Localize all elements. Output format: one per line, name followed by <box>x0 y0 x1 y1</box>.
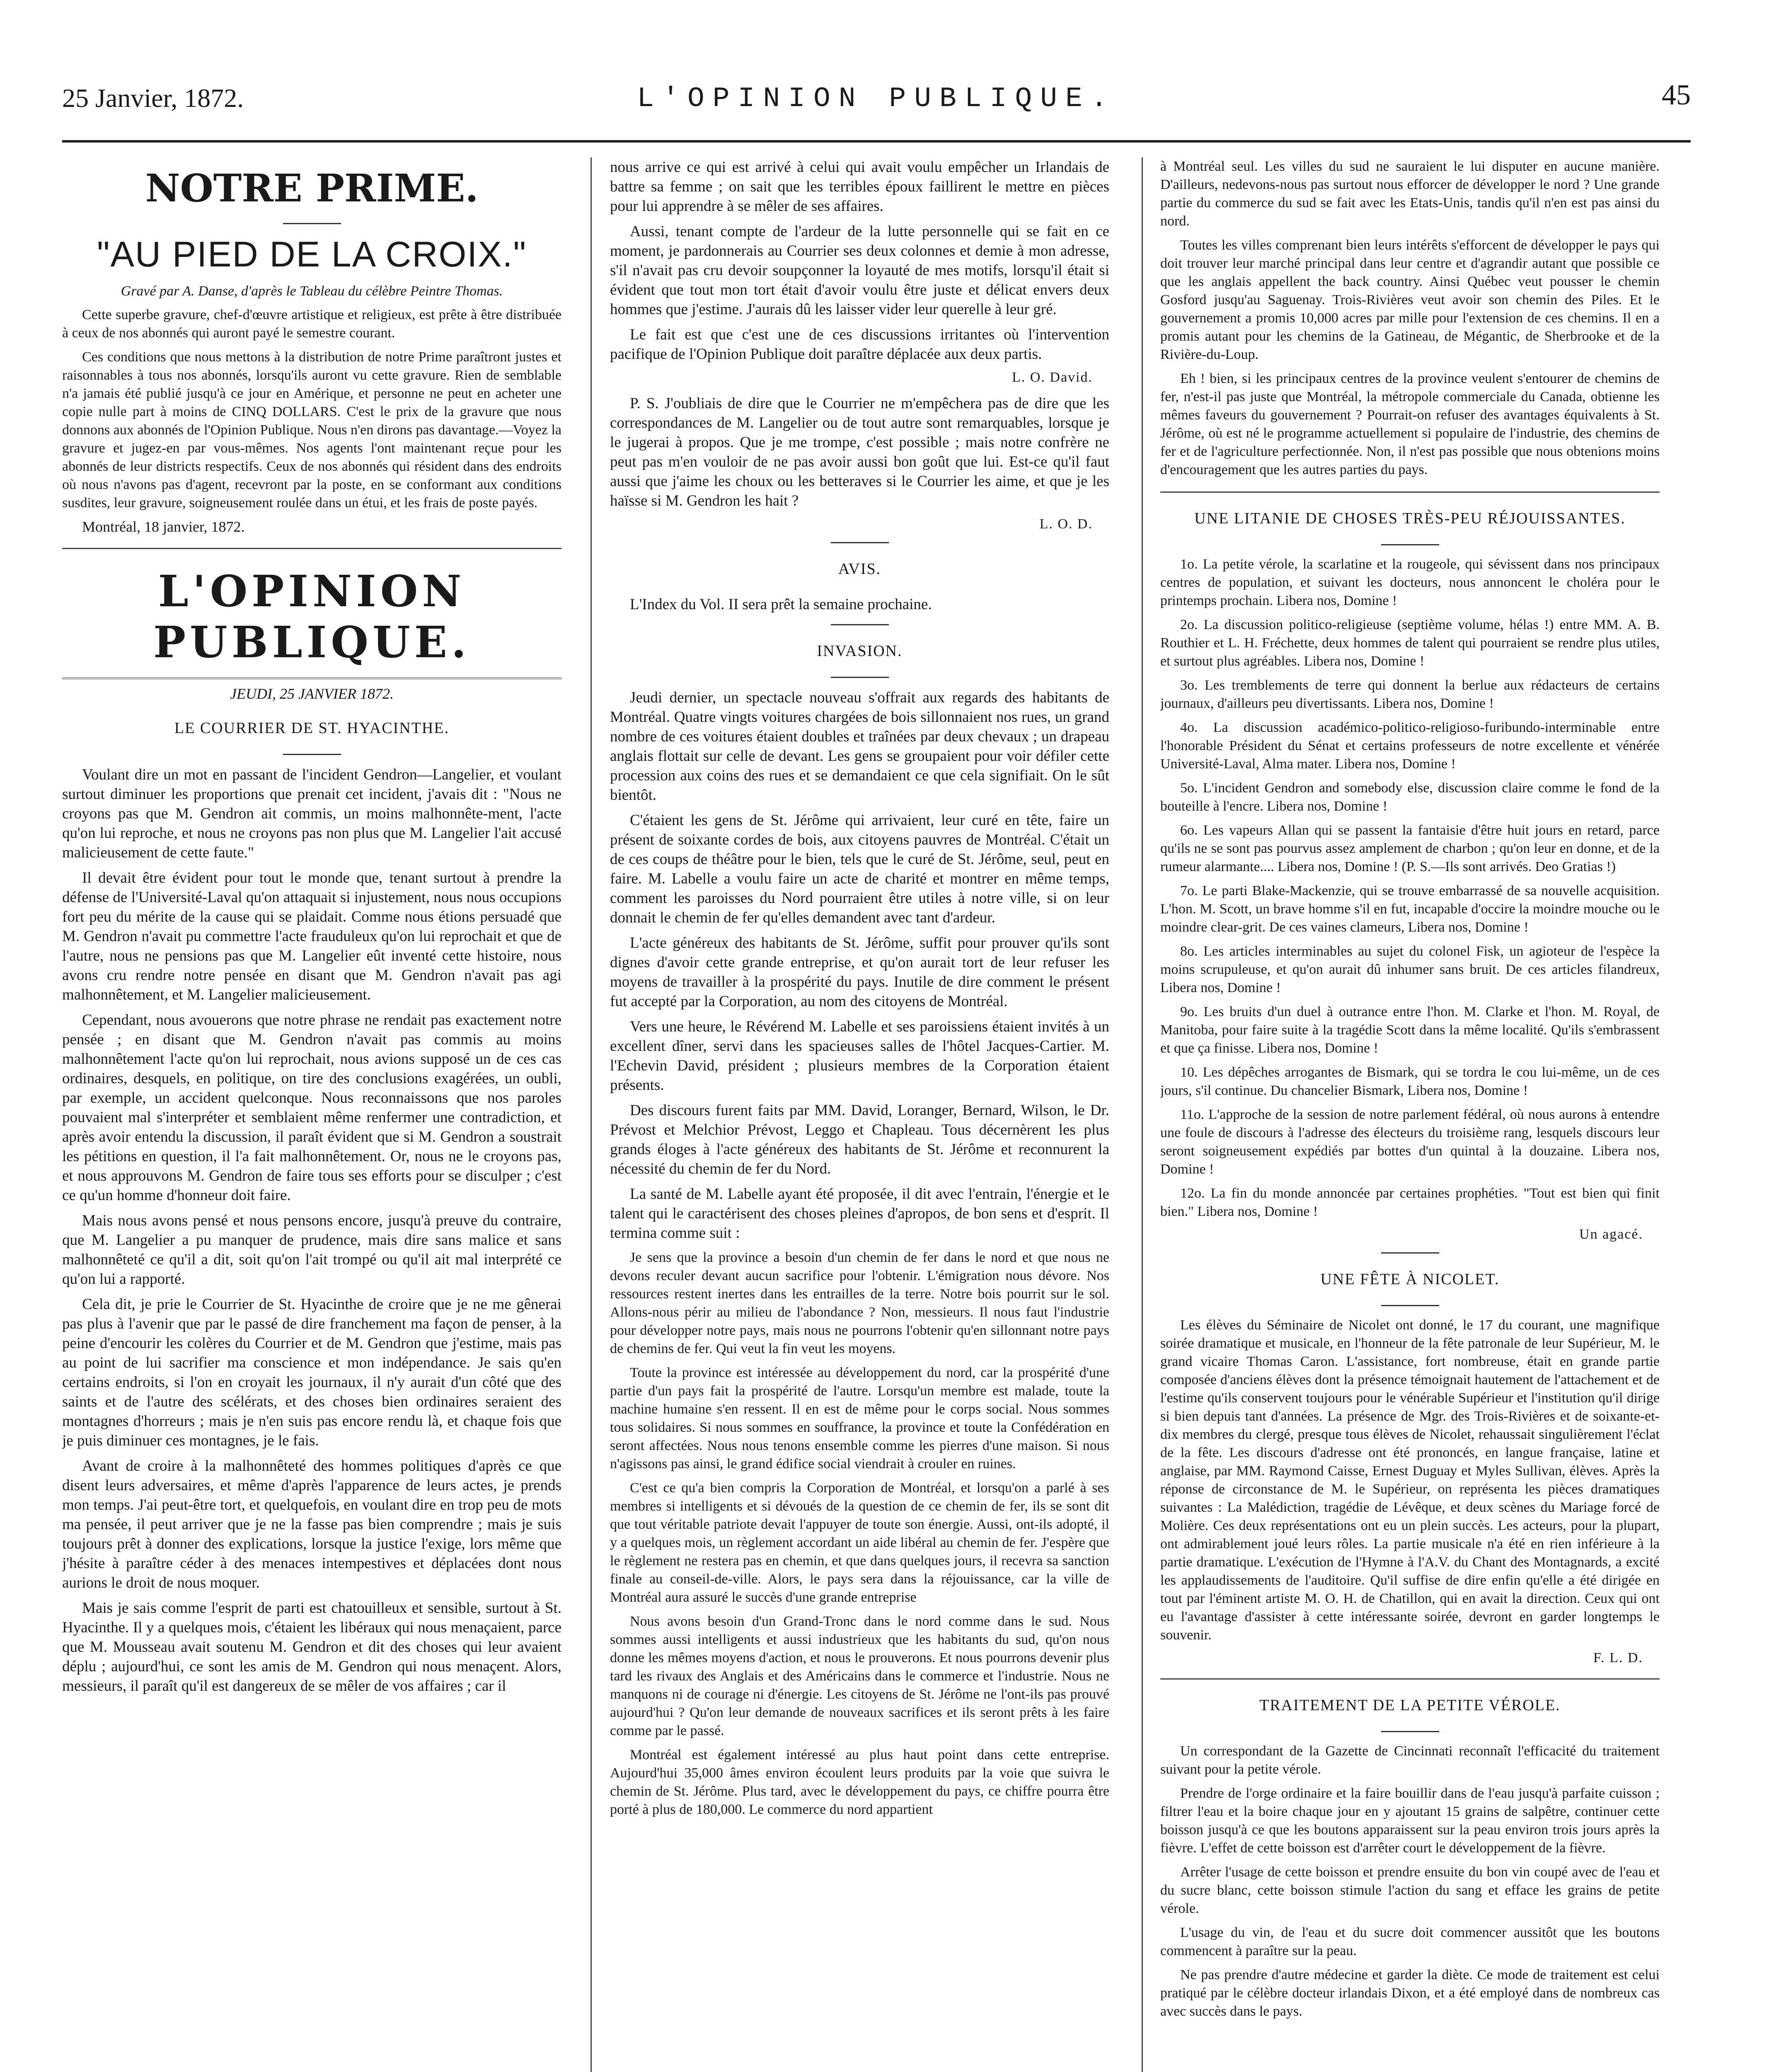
article-paragraph: Le fait est que c'est une de ces discussions irritantes où l'intervention pacifique de l'Opinion Publique doit paraître déplacée aux deux partis. <box>610 326 1109 363</box>
article-paragraph: Voulant dire un mot en passant de l'incident Gendron—Langelier, et voulant surtout diminuer les proportions que prenait cet incident, j'avais dit : "Nous ne croyons pas que M. Gendron ait commis, un moins malhonnête-ment, l'acte qu'on lui reproche, et nous ne croyons pas non plus que M. Langelier l'ait accusé malicieusement de cette faute." <box>62 766 561 861</box>
divider <box>1160 491 1660 493</box>
litanie-item: 10. Les dépêches arrogantes de Bismark, qui se tordra le cou lui-même, un de ces jours, s'il continue. Du chancelier Bismark, Libera nos, Domine ! <box>1160 1065 1660 1098</box>
variole-paragraph: Prendre de l'orge ordinaire et la faire bouillir dans de l'eau jusqu'à parfaite cuisson ; filtrer l'eau et la boire chaque jour en y ajoutant 15 grains de salpêtre, continuer cette boisson jusqu'à ce que les boutons apparaissent sur la peau environ trois jours après la fièvre. L'effet de cette boisson est d'arrêter court le développement de la fièvre. <box>1160 1786 1660 1856</box>
column-2 <box>610 157 1109 2072</box>
variole-paragraph: Ne pas prendre d'autre médecine et garder la diète. Ce mode de traitement est celui pratiqué par le célèbre docteur irlandais Dixon, et a été employé dans de nombreux cas avec succès dans le pays. <box>1160 1967 1660 2019</box>
invasion-paragraph: L'acte généreux des habitants de St. Jérôme, suffit pour prouver qu'ils sont dignes d'avoir cette grande entreprise, et qu'on aurait tort de leur refuser les moyens de travailler à la prospérité du pays. Inutile de dire comment le présent fut accepté par la Corporation, au nom des citoyens de Montréal. <box>610 934 1109 1010</box>
masthead: L'OPINION PUBLIQUE. <box>153 566 471 668</box>
avis-title: AVIS. <box>838 560 881 578</box>
speech-paragraph: Montréal est également intéressé au plus haut point dans cette entreprise. Aujourd'hui 35,000 âmes environ écoulent leurs produits par la voie que suivra le chemin de St. Jérôme. Plus tard, avec le développement du pays, ce chiffre pourra être porté à plus de 180,000. Le commerce du nord appartient <box>610 1747 1109 1817</box>
article-paragraph: Cela dit, je prie le Courrier de St. Hyacinthe de croire que je ne me gênerai pas plus à l'avenir que par le passé de dire franchement ma façon de penser, à la peine d'encourir les colères du Courrier et de M. Gendron que j'estime, mais pas au point de lui sacrifier ma conscience et mon indépendance. Je sais qu'en certains endroits, si l'on en croyait les journaux, il n'y aurait d'un côté que des saints et de l'autre des scélérats, et des choses bien ordinaires seraient des montagnes d'horreurs ; mais je n'en suis pas encore rendu là, et chaque fois que je puis diminuer ces montagnes, je le fais. <box>62 1296 561 1449</box>
article-paragraph: Aussi, tenant compte de l'ardeur de la lutte personnelle qui se fait en ce moment, je pardonnerais au Courrier ses deux colonnes et demie à mon adresse, s'il n'avait pas cru devoir soupçonner la loyauté de mes motifs, lorsqu'il était si évident que tout mon tort était d'avoir voulu être juste et délicat envers deux hommes que j'estime. J'aurais dû les laisser vider leur querelle à leur gré. <box>610 223 1109 318</box>
speech-paragraph: Toutes les villes comprenant bien leurs intérêts s'efforcent de développer le pays qui doit trouver leur marché principal dans leur centre et d'agrandir autant que possible ce que les anglais appellent the back country. Ainsi Québec veut pousser le chemin Gosford jusqu'au Saguenay. Trois-Rivières veut avoir son chemin des Piles. Et le gouvernement a promis 10,000 acres par mille pour l'extension de ces chemins. Il en a promis autant pour les chemins de la Gatineau, de Mégantic, de Sherbrooke et de la Rivière-du-Loup. <box>1160 237 1660 362</box>
divider <box>1381 544 1439 545</box>
invasion-title: INVASION. <box>817 642 903 660</box>
column-3 <box>1160 157 1660 2072</box>
article-title: LE COURRIER DE ST. HYACINTHE. <box>174 719 450 737</box>
article-paragraph: nous arrive ce qui est arrivé à celui qui avait voulu empêcher un Irlandais de battre sa femme ; on sait que les terribles époux faillirent le mettre en pièces pour lui apprendre à se mêler de ses affaires. <box>610 159 1109 215</box>
invasion-paragraph: La santé de M. Labelle ayant été proposée, il dit avec l'entrain, l'énergie et le talent qui le caractérisent des choses pleines d'apropos, de bon sens et d'esprit. Il termina comme suit : <box>610 1186 1109 1242</box>
divider <box>1381 1731 1439 1732</box>
speech-paragraph: Eh ! bien, si les principaux centres de la province veulent s'entourer de chemins de fer, n'est-il pas juste que Montréal, la métropole commerciale du Canada, obtienne les mêmes faveurs du gouvernement ? Pourrait-on refuser des avantages équivalents à St. Jérôme, où est né le programme actuellement si populaire de l'industrie, des chemins de fer et de l'agriculture perfectionnée. Non, il n'est pas possible que nous obtenions moins d'encouragement que les autres parties du pays. <box>1160 371 1660 477</box>
divider <box>1160 1678 1660 1680</box>
divider <box>1381 1252 1439 1254</box>
article-paragraph: Mais je sais comme l'esprit de parti est chatouilleux et sensible, surtout à St. Hyacinthe. Il y a quelques mois, c'étaient les libéraux qui nous menaçaient, parce que M. Mousseau avait soutenu M. Gendron et dit des choses qui leur avaient déplu ; aujourd'hui, ce sont les amis de M. Gendron qui nous menaçent. Alors, messieurs, il paraît qu'il est dangereux de se mêler de vos affaires ; car il <box>62 1600 561 1694</box>
variole-paragraph: Arrêter l'usage de cette boisson et prendre ensuite du bon vin coupé avec de l'eau et du sucre blanc, cette boisson stimule l'action du sang et efface les grains de petite vérole. <box>1160 1864 1660 1916</box>
variole-paragraph: L'usage du vin, de l'eau et du sucre doit commencer aussitôt que les boutons commencent à paraître sur la peau. <box>1160 1925 1660 1958</box>
invasion-paragraph: Des discours furent faits par MM. David, Loranger, Bernard, Wilson, le Dr. Prévost et Melchior Prévost, Leggo et Chapleau. Tous décernèrent les plus grands éloges à l'acte généreux des habitants de St. Jérôme et reconnurent la nécessité du chemin de fer du Nord. <box>610 1102 1109 1177</box>
article-paragraph: Cependant, nous avouerons que notre phrase ne rendait pas exactement notre pensée ; en disant que M. Gendron n'avait pas commis au moins malhonnêtement l'acte qu'on lui reprochait, nous avions supposé un de ces cas ordinaires, desquels, en politique, on tire des conclusions exagérées, un oubli, par exemple, un accident quelconque. Nous reconnaissons que nos paroles pouvaient mal s'interpréter et semblaient même renfermer une contradiction, et après avoir entendu la discussion, il paraît évident que si M. Gendron a soustrait les pétitions en question, il l'a fait malhonnêtement. Or, nous ne le croyons pas, et nous approuvons M. Gendron de faire tous ses efforts pour se disculper ; c'est ce qu'un homme d'honneur doit faire. <box>62 1012 561 1204</box>
prime-paragraph: Ces conditions que nous mettons à la distribution de notre Prime paraîtront justes et raisonnables à tous nos abonnés, lorsqu'ils auront vu cette gravure. Rien de semblable n'a jamais été publié jusqu'à ce jour en Amérique, et personne ne peut en acheter une copie nulle part à moins de CINQ DOLLARS. C'est le prix de la gravure que nous donnons aux abonnés de l'Opinion Publique. Nous n'en dirons pas davantage.—Voyez la gravure et jugez-en par vous-mêmes. Nos agents l'ont maintenant reçue pour les abonnés de leur districts respectifs. Ceux de nos abonnés qui résident dans des endroits où nous n'avons pas d'agent, recevront par la poste, en se conformant aux conditions susdites, leur gravure, soigneusement roulée dans un étui, et les frais de poste payés. <box>62 349 561 511</box>
column-1 <box>62 157 561 2072</box>
article-paragraph: Il devait être évident pour tout le monde que, tenant surtout à prendre la défense de l'Université-Laval qu'on attaquait si injustement, nous nous occupions fort peu du mérite de la cause qui se plaidait. Comme nous étions persuadé que M. Gendron n'avait pu commettre l'acte frauduleux qu'on lui reprochait et que de l'autre, nous ne pensions pas que M. Langelier eût inventé cette histoire, nous avons cru rendre notre pensée en disant que M. Gendron n'avait pas agi malhonnêtement, et M. Langelier malicieusement. <box>62 869 561 1003</box>
litanie-item: 8o. Les articles interminables au sujet du colonel Fisk, un agioteur de l'espèce la moins scrupuleuse, et qu'on aurait dû inhumer sans bruit. De ces articles filandreux, Libera nos, Domine ! <box>1160 944 1660 995</box>
divider <box>62 548 561 549</box>
variole-paragraph: Un correspondant de la Gazette de Cincinnati reconnaît l'efficacité du traitement suivant pour la petite vérole. <box>1160 1743 1660 1777</box>
page-number: 45 <box>1662 79 1691 111</box>
divider <box>831 677 889 678</box>
litanie-item: 7o. Le parti Blake-Mackenzie, qui se trouve embarrassé de sa nouvelle acquisition. L'hon. M. Scott, un brave homme s'il en fut, incapable d'occire la moindre mouche ou le moindre clear-grit. De ces vaines clameurs, Libera nos, Domine ! <box>1160 883 1660 935</box>
divider <box>1381 1305 1439 1306</box>
litanie-item: 2o. La discussion politico-religieuse (septième volume, hélas !) entre MM. A. B. Routhier et L. H. Fréchette, deux hommes de talent qui pourraient se rendre plus utiles, et surtout plus agréables. Libera nos, Domine ! <box>1160 617 1660 669</box>
speech-paragraph: à Montréal seul. Les villes du sud ne sauraient le lui disputer en aucune manière. D'ailleurs, nedevons-nous pas surtout nous efforcer de développer le nord ? Une grande partie du commerce du sud se fait avec les Etats-Unis, tandis qu'il n'en est pas ainsi du nord. <box>1160 159 1660 229</box>
invasion-paragraph: Vers une heure, le Révérend M. Labelle et ses paroissiens étaient invités à un excellent dîner, servi dans les spacieuses salles de l'hôtel Jacques-Cartier. M. l'Echevin David, président ; plusieurs membres de la Corporation étaient présents. <box>610 1018 1109 1094</box>
litanie-item: 3o. Les tremblements de terre qui donnent la berlue aux rédacteurs de certains journaux, d'ailleurs peu divertissants. Libera nos, Domine ! <box>1160 678 1660 711</box>
divider <box>283 223 341 224</box>
litanie-title: UNE LITANIE DE CHOSES TRÈS-PEU RÉJOUISSANTES. <box>1194 510 1626 527</box>
engraving-credit: Gravé par A. Danse, d'après le Tableau du célèbre Peintre Thomas. <box>121 283 503 299</box>
divider <box>831 542 889 543</box>
article-paragraph: Avant de croire à la malhonnêteté des hommes politiques d'après ce que disent leurs adversaires, et même d'après l'apparence de leurs actes, je prends mon temps. J'ai peut-être tort, et quelquefois, en voulant dire en trop peu de mots ma pensée, il peut arriver que je ne la fasse pas bien comprendre ; mais je suis toujours prêt à donner des explications, lorsque la justice l'exige, lors même que j'hésite à paraître céder à des menaces intempestives et déplacées dont nous aurions le droit de nous moquer. <box>62 1457 561 1591</box>
litanie-item: 4o. La discussion académico-politico-religioso-furibundo-interminable entre l'honorable Président du Sénat et certains professeurs de notre excellente et vénérée Université-Laval, Alma mater. Libera nos, Domine ! <box>1160 720 1660 772</box>
fete-title: UNE FÊTE À NICOLET. <box>1320 1271 1500 1288</box>
engraving-title: "AU PIED DE LA CROIX." <box>97 235 527 274</box>
column-divider <box>590 157 592 2072</box>
speech-paragraph: Nous avons besoin d'un Grand-Tronc dans le nord comme dans le sud. Nous sommes aussi intelligents et aussi industrieux que les habitants du sud, qu'on nous donne les mêmes moyens d'action, et nous le prouverons. Et nous pourrons devenir plus tard les rivaux des Anglais et des Américains dans le commerce et l'industrie. Nous ne manquons ni de courage ni d'énergie. Les citoyens de St. Jérôme ne l'ont-ils pas prouvé aujourd'hui ? Qu'on leur demande de nouveaux sacrifices et ils seront prêts à les faire comme par le passé. <box>610 1614 1109 1738</box>
litanie-item: 1o. La petite vérole, la scarlatine et la rougeole, qui sévissent dans nos principaux centres de population, et suivant les docteurs, nous annoncent le choléra pour le printemps prochain. Libera nos, Domine ! <box>1160 557 1660 608</box>
prime-title: NOTRE PRIME. <box>145 166 479 211</box>
postscript: P. S. J'oubliais de dire que le Courrier ne m'empêchera pas de dire que les correspondances de M. Langelier ou de tout autre sont remarquables, lorsque je le jugerai à propos. Que je me trompe, c'est possible ; mais notre confrère ne peut pas m'en vouloir de ne pas avoir aussi bon goût que lui. Est-ce qu'il faut aussi que j'aime les choux ou les betteraves si le Courrier les aime, et que je les haïsse si M. Gendron les hait ? <box>610 395 1109 509</box>
header-title: L'OPINION PUBLIQUE. <box>637 83 1116 115</box>
avis-text: L'Index du Vol. II sera prêt la semaine prochaine. <box>630 596 932 613</box>
invasion-paragraph: Jeudi dernier, un spectacle nouveau s'offrait aux regards des habitants de Montréal. Quatre vingts voitures chargées de bois sillonnaient nos rues, un grand nombre de ces voitures étaient doubles et traînées par deux chevaux ; un drapeau anglais flottait sur celle de devant. Les gens se groupaient pour voir défiler cette procession aux coins des rues et se demandaient ce que cela signifiait. On le sût bientôt. <box>610 689 1109 804</box>
speech-paragraph: Toute la province est intéressée au développement du nord, car la prospérité d'une partie d'un pays fait la prospérité de l'autre. Lorsqu'un membre est malade, toute la machine humaine s'en ressent. Il en est de même pour le corps social. Nous sommes tous solidaires. Si nous sommes en souffrance, la province et toute la Confédération en seront affectées. Nous nous tenons ensemble comme les pierres d'une maison. Si nous n'agissons pas ainsi, le grand édifice social viendrait à crouler en ruines. <box>610 1365 1109 1472</box>
speech-paragraph: Je sens que la province a besoin d'un chemin de fer dans le nord et que nous ne devons reculer devant aucun sacrifice pour l'obtenir. L'émigration nous dévore. Nos ressources restent inertes dans les entrailles de la terre. Notre bois pourrit sur le sol. Allons-nous périr au milieu de l'abondance ? Non, messieurs. Il nous faut l'industrie pour développer notre pays, mais nous ne pourrons l'obtenir qu'en sillonnant notre pays de chemins de fer. Qui veut la fin veut les moyens. <box>610 1250 1109 1356</box>
signature: Un agacé. <box>1579 1227 1643 1242</box>
variole-title: TRAITEMENT DE LA PETITE VÉROLE. <box>1259 1697 1561 1714</box>
divider <box>283 754 341 755</box>
speech-paragraph: C'est ce qu'a bien compris la Corporation de Montréal, et lorsqu'on a parlé à ses membres si intelligents et si dévoués de la question de ce chemin de fer, ils se sont dit que tout véritable patriote devait l'appuyer de toute son énergie. Aussi, ont-ils adopté, il y a quelques mois, un règlement accordant un aide libéral au chemin de fer. J'espère que le règlement ne restera pas en chemin, et que dans quelques jours, il recevra sa sanction finale au conseil-de-ville. Alors, le pays sera dans la réjouissance, car la ville de Montréal aura assuré le succès d'une grande entreprise <box>610 1480 1109 1605</box>
invasion-paragraph: C'étaient les gens de St. Jérôme qui arrivaient, leur curé en tête, faire un présent de soixante cordes de bois, aux citoyens pauvres de Montréal. C'était un de ces coups de théâtre pour le bien, tels que le curé de St. Jérôme, seul, peut en faire. M. Labelle a voulu faire un acte de charité et montrer en même temps, comment les paroisses du Nord pourraient être utiles à notre ville, si on leur donnait le chemin de fer qu'elles demandent avec tant d'ardeur. <box>610 812 1109 926</box>
header-date: 25 Janvier, 1872. <box>62 83 244 113</box>
signature: L. O. David. <box>1012 370 1093 385</box>
header-rule <box>62 140 1691 143</box>
litanie-item: 6o. Les vapeurs Allan qui se passent la fantaisie d'être huit jours en retard, parce qu'ils ne se sont pas pourvus assez amplement de charbon ; qu'on leur en donne, et de la rumeur alarmante.... Libera nos, Domine ! (P. S.—Ils sont arrivés. Deo Gratias !) <box>1160 823 1660 874</box>
prime-date: Montréal, 18 janvier, 1872. <box>82 518 245 535</box>
litanie-item: 11o. L'approche de la session de notre parlement fédéral, où nous aurons à entendre une foule de discours à l'adresse des électeurs du troisième rang, lesquels discours leur seront soigneusement expédiés par bottes d'un quintal à la douzaine. Libera nos, Domine ! <box>1160 1107 1660 1177</box>
divider <box>831 624 889 625</box>
prime-paragraph: Cette superbe gravure, chef-d'œuvre artistique et religieux, est prête à être distribuée à ceux de nos abonnés qui auront payé le semestre courant. <box>62 307 561 341</box>
column-divider <box>1142 157 1143 2072</box>
litanie-item: 12o. La fin du monde annoncée par certaines prophéties. "Tout est bien qui finit bien." Libera nos, Domine ! <box>1160 1186 1660 1219</box>
article-paragraph: Mais nous avons pensé et nous pensons encore, jusqu'à preuve du contraire, que M. Langelier a pu manquer de prudence, mais dire sans malice et sans malhonnêteté ce qu'il a dit, soit qu'on l'ait trompé ou qu'il ait mal interprété ce qu'on lui a rapporté. <box>62 1212 561 1288</box>
page-header <box>62 33 1691 116</box>
litanie-item: 5o. L'incident Gendron and somebody else, discussion claire comme le fond de la bouteille à l'encre. Libera nos, Domine ! <box>1160 780 1660 814</box>
newspaper-page <box>62 33 1691 2072</box>
signature: F. L. D. <box>1593 1650 1643 1665</box>
litanie-item: 9o. Les bruits d'un duel à outrance entre l'hon. M. Clarke et l'hon. M. Royal, de Manitoba, pour faire suite à la tragédie Scott dans la même localité. Qu'ils s'embrassent et que ça finisse. Libera nos, Domine ! <box>1160 1004 1660 1056</box>
signature: L. O. D. <box>1039 516 1093 532</box>
fete-paragraph: Les élèves du Séminaire de Nicolet ont donné, le 17 du courant, une magnifique soirée dramatique et musicale, en l'honneur de la fête patronale de leur Supérieur, M. le grand vicaire Thomas Caron. L'assistance, fort nombreuse, était en grande partie composée d'anciens élèves dont la présence témoignait hautement de l'attachement et de l'estime qu'ils conservent toujours pour le vénérable Supérieur et l'institution qu'il dirige si bien depuis tant d'années. La présence de Mgr. des Trois-Rivières et de soixante-et-dix membres du clergé, presque tous élèves de Nicolet, rehaussait singulièrement l'éclat de la fête. Les discours d'adresse ont été prononcés, en langue française, latine et anglaise, par MM. Raymond Caisse, Ernest Duguay et Myles Sullivan, élèves. Après la réponse de circonstance de M. le Supérieur, on représenta les pièces dramatiques suivantes : La Malédiction, tragédie de Lévêque, et deux scènes du Mariage forcé de Molière. Ces deux représentations ont eu un plein succès. Les acteurs, pour la plupart, ont admirablement joué leurs rôles. La partie musicale n'a été en rien inférieure à la partie dramatique. L'exécution de l'Hymne à l'A.V. du Chant des Montagnards, a excité les applaudissements de l'auditoire. Qu'il suffise de dire enfin qu'elle a été dirigée en tout par l'éminent artiste M. O. H. de Chatillon, qui en avait la direction. Ceux qui ont eu l'avantage d'assister à cette intéressante soirée, devront en garder longtemps le souvenir. <box>1160 1317 1660 1643</box>
masthead-date: JEUDI, 25 JANVIER 1872. <box>62 678 561 702</box>
